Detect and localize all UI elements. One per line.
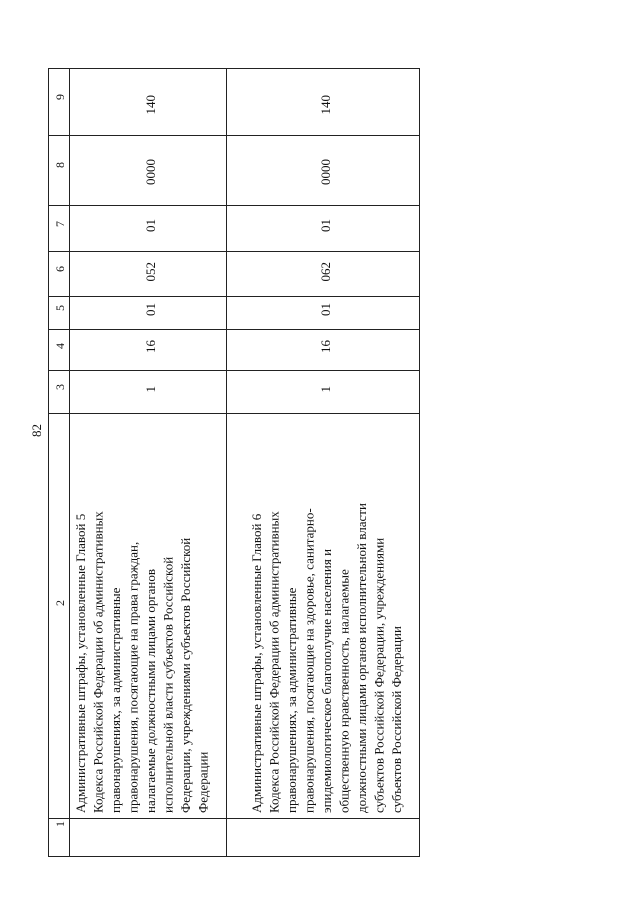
column-boundary-1-2 bbox=[48, 818, 420, 819]
table-border-top bbox=[48, 68, 420, 69]
column-boundary-2-3 bbox=[48, 413, 420, 414]
cell-col9: 140 bbox=[318, 95, 333, 115]
cell-col5: 01 bbox=[143, 303, 158, 316]
table-border-bottom bbox=[48, 856, 420, 857]
column-boundary-7-8 bbox=[48, 205, 420, 206]
column-number-6: 6 bbox=[53, 266, 67, 272]
cell-col8: 0000 bbox=[143, 159, 158, 185]
header-separator bbox=[69, 68, 70, 857]
column-boundary-6-7 bbox=[48, 251, 420, 252]
cell-col6: 062 bbox=[318, 262, 333, 282]
cell-col4: 16 bbox=[143, 340, 158, 353]
row-separator bbox=[226, 68, 227, 857]
cell-col3: 1 bbox=[318, 386, 333, 393]
column-boundary-3-4 bbox=[48, 370, 420, 371]
table-border-right bbox=[419, 68, 420, 857]
cell-col5: 01 bbox=[318, 303, 333, 316]
column-boundary-5-6 bbox=[48, 296, 420, 297]
cell-col8: 0000 bbox=[318, 159, 333, 185]
column-boundary-8-9 bbox=[48, 135, 420, 136]
column-number-4: 4 bbox=[53, 343, 67, 349]
column-boundary-4-5 bbox=[48, 329, 420, 330]
column-number-2: 2 bbox=[53, 600, 67, 606]
column-number-1: 1 bbox=[53, 821, 67, 827]
table-border-left bbox=[48, 68, 49, 857]
column-number-5: 5 bbox=[53, 305, 67, 311]
column-number-8: 8 bbox=[53, 162, 67, 168]
page-number: 82 bbox=[29, 424, 44, 437]
cell-col4: 16 bbox=[318, 340, 333, 353]
cell-col7: 01 bbox=[143, 219, 158, 232]
column-number-3: 3 bbox=[53, 384, 67, 390]
cell-col3: 1 bbox=[143, 386, 158, 393]
cell-col9: 140 bbox=[143, 95, 158, 115]
cell-description: Административные штрафы, установленные Главой 6 Кодекса Российской Федерации об административных правонарушениях, за административные правонарушения, посягающие на здоровье, санитарно- эпидемиологическое благополучие населения и общественную нравственность, налагаемые должностными лицами органов исполнительной власти субъектов Российской Федерации, учреждениями субъектов Российской Федерации bbox=[249, 503, 404, 813]
column-number-7: 7 bbox=[53, 221, 67, 227]
cell-description: Административные штрафы, установленные Главой 5 Кодекса Российской Федерации об административных правонарушениях, за административные правонарушения, посягающие на права граждан, налагаемые должностными лицами органов исполнительной власти субъектов Российской Федерации, учреждениями субъектов Российской Федерации bbox=[73, 511, 211, 813]
cell-col7: 01 bbox=[318, 219, 333, 232]
cell-col6: 052 bbox=[143, 262, 158, 282]
column-number-9: 9 bbox=[53, 94, 67, 100]
